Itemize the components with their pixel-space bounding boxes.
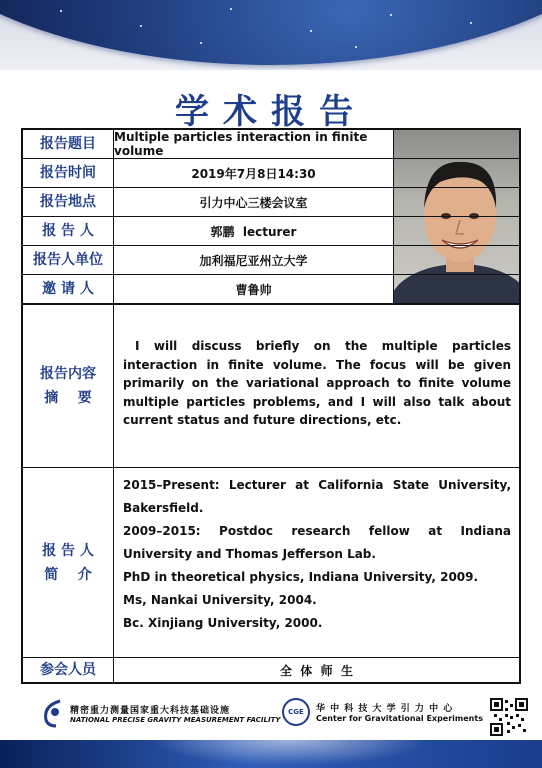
row-topic	[23, 130, 519, 159]
row-inviter	[23, 275, 519, 304]
space-arc-image	[0, 0, 542, 65]
center-name-en: Center for Gravitational Experiments	[316, 714, 483, 723]
row-speaker	[23, 217, 519, 246]
qr-code	[490, 698, 528, 736]
facility-logo-icon	[40, 698, 66, 728]
label-topic: 报告题目	[23, 130, 114, 158]
bio-line: 2009–2015: Postdoc research fellow at Indiana University and Thomas Jefferson Lab.	[123, 524, 511, 561]
center-name-cn: 华 中 科 技 大 学 引 力 中 心	[316, 704, 454, 714]
label-attendees: 参会人员	[23, 658, 114, 682]
label-affiliation: 报告人单位	[23, 246, 114, 274]
label-abstract-line2: 摘 要	[44, 390, 92, 406]
row-time	[23, 159, 519, 188]
bio-line: 2015–Present: Lecturer at California State University, Bakersfield.	[123, 478, 511, 515]
row-abstract	[23, 304, 519, 468]
label-abstract-line1: 报告内容	[40, 366, 96, 382]
row-affiliation	[23, 246, 519, 275]
value-affiliation: 加利福尼亚州立大学	[199, 253, 308, 268]
star-dot	[230, 8, 232, 10]
facility-name-cn: 精密重力测量国家重大科技基础设施	[70, 705, 231, 716]
star-dot	[60, 10, 62, 12]
label-inviter: 邀 请 人	[23, 275, 114, 303]
label-bio-line2: 简 介	[44, 566, 92, 583]
value-attendees: 全 体 师 生	[279, 663, 354, 678]
label-place: 报告地点	[23, 188, 114, 216]
star-dot	[390, 14, 392, 16]
bio-line: PhD in theoretical physics, Indiana University, 2009.	[123, 570, 479, 584]
poster-title: 学术报告	[175, 92, 367, 132]
label-bio-line1: 报 告 人	[42, 542, 94, 559]
row-attendees	[23, 658, 519, 682]
value-time: 2019年7月8日14:30	[191, 166, 316, 181]
value-place: 引力中心三楼会议室	[199, 195, 308, 210]
space-banner	[0, 0, 542, 70]
value-inviter: 曹鲁帅	[235, 282, 272, 297]
label-speaker: 报 告 人	[23, 217, 114, 245]
value-topic: Multiple particles interaction in finite volume	[114, 130, 368, 158]
cge-logo: CGE	[282, 698, 310, 726]
info-table	[21, 128, 521, 684]
abstract-text: I will discuss briefly on the multiple particles interaction in finite volume. The focus will be given primarily on the variational approach to finite volume multiple particles problems, and I will also talk about current status and future directions, etc.	[123, 339, 511, 427]
row-bio	[23, 468, 519, 658]
cge-logo-block	[282, 698, 483, 726]
facility-logo-block	[40, 698, 280, 728]
star-dot	[310, 30, 312, 32]
label-time: 报告时间	[23, 159, 114, 187]
bio-line: Bc. Xinjiang University, 2000.	[123, 616, 323, 630]
bio-line: Ms, Nankai University, 2004.	[123, 593, 317, 607]
star-dot	[355, 46, 357, 48]
star-dot	[140, 25, 142, 27]
bottom-bar-glow	[140, 740, 440, 768]
qr-code-icon	[490, 698, 528, 736]
label-bio	[23, 468, 114, 657]
star-dot	[470, 22, 472, 24]
star-dot	[200, 42, 202, 44]
value-speaker: 郭鹏 lecturer	[210, 224, 297, 239]
facility-name-en: NATIONAL PRECISE GRAVITY MEASUREMENT FACILITY	[70, 715, 281, 724]
bottom-decor-bar	[0, 740, 542, 768]
bio-list	[123, 474, 511, 635]
row-place	[23, 188, 519, 217]
label-abstract	[23, 305, 114, 467]
